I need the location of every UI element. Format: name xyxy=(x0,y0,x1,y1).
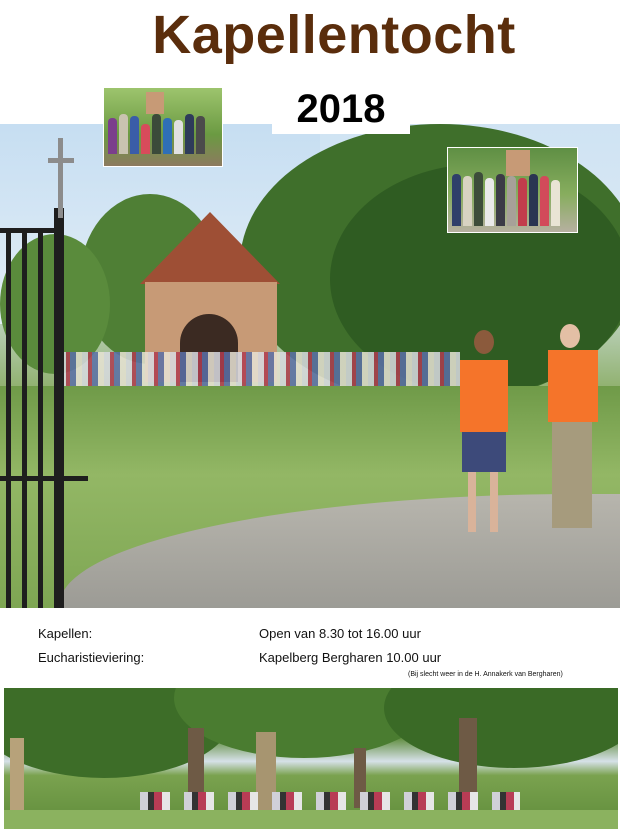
volunteer xyxy=(458,330,510,536)
group-people xyxy=(108,114,207,156)
info-label-eucharist: Eucharistieviering: xyxy=(38,650,145,665)
crowd xyxy=(60,352,460,386)
weather-note: (Bij slecht weer in de H. Annakerk van Bergharen) xyxy=(408,671,563,678)
event-year: 2018 xyxy=(296,87,386,131)
info-value-eucharist: Kapelberg Bergharen 10.00 uur xyxy=(259,650,442,665)
group-photo-right xyxy=(447,147,578,233)
chapel-roof xyxy=(140,212,280,284)
page-title: Kapellentocht xyxy=(152,5,516,65)
group-photo-left xyxy=(103,87,223,167)
info-value-chapels: Open van 8.30 tot 16.00 uur xyxy=(259,626,421,641)
forest-walk-photo xyxy=(4,688,618,829)
volunteer xyxy=(546,324,602,534)
year-box xyxy=(272,84,410,134)
group-people xyxy=(452,172,562,228)
gate xyxy=(0,208,64,608)
info-label-chapels: Kapellen: xyxy=(38,626,93,641)
